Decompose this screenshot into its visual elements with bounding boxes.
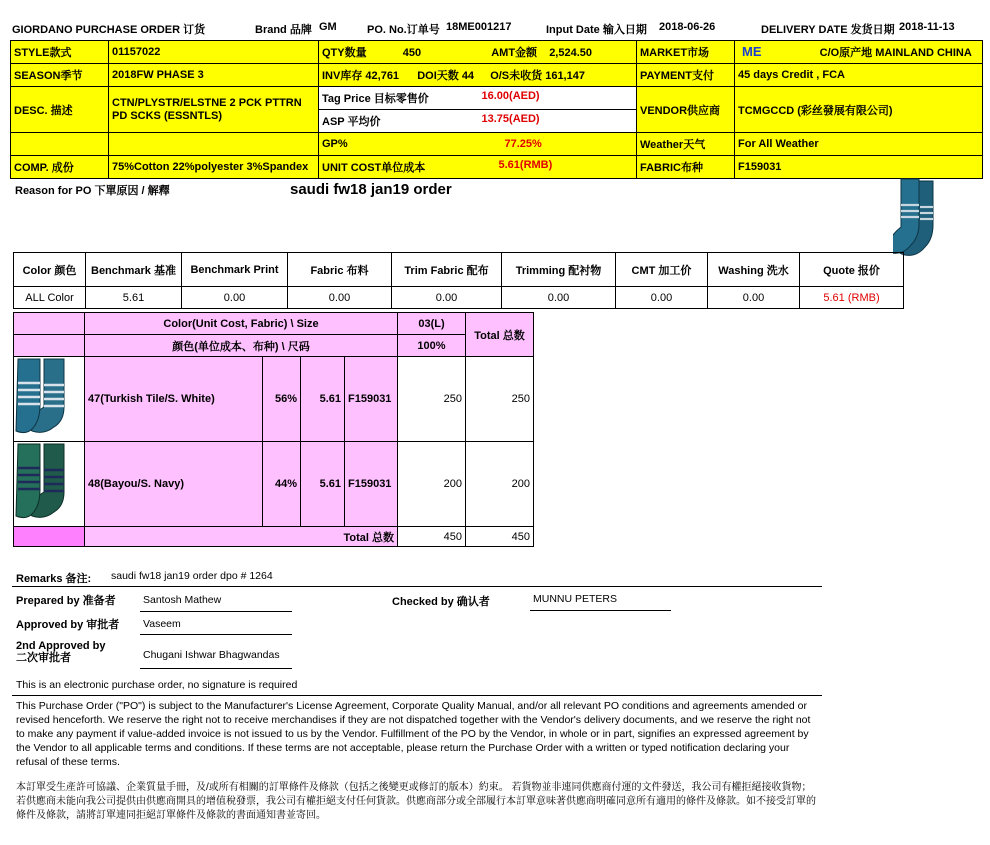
desc-value: CTN/PLYSTR/ELSTNE 2 PCK PTTRN PD SCKS (ESSNTLS) — [109, 87, 319, 133]
input-date-label: Input Date 输入日期 — [546, 24, 647, 36]
size-header-cn: 颜色(单位成本、布种) \ 尺码 — [85, 335, 398, 357]
divider — [12, 695, 822, 696]
sock-product-image — [893, 177, 947, 263]
row-quantity: 200 — [398, 442, 466, 527]
cost-header-fabric: Fabric 布料 — [288, 253, 392, 287]
vendor-label: VENDOR供应商 — [637, 87, 735, 133]
remarks-value: saudi fw18 jan19 order dpo # 1264 — [111, 570, 273, 582]
season-value: 2018FW PHASE 3 — [109, 64, 319, 87]
row-unit-cost: 5.61 — [301, 357, 345, 442]
size-label: 03(L) — [398, 313, 466, 335]
cost-value-benchmark-print: 0.00 — [182, 287, 288, 309]
table-row — [14, 442, 534, 527]
second-approved-label-en: 2nd Approved by — [16, 640, 106, 652]
os-value: 161,147 — [545, 70, 585, 82]
total-row-label: Total 总数 — [85, 527, 398, 547]
row-fabric: F159031 — [345, 442, 398, 527]
signature-line — [140, 668, 292, 669]
weather-label: Weather天气 — [637, 133, 735, 156]
blank-cell — [14, 335, 85, 357]
terms-chinese: 本訂單受生產許可協議、企業質量手冊，及/或所有相關的訂單條件及條款（包括之後變更或修訂的版本）約束。 若貨物並非連同供應商付運的文件發送，我公司有權拒絕接收貨物；若供應商未能向我公司提供由供應商開具的增值稅發票，我公司有權拒絕支付任何貨款。供應商部分或全部履行本訂單意味著供應商明確同意所有適用的條件及條款。如不接受訂單的條件及條款，請將訂單連同拒絕訂單條件及條款的書面通知書並寄回。 — [16, 782, 816, 821]
cost-header-color: Color 颜色 — [14, 253, 86, 287]
po-value: 18ME001217 — [446, 21, 512, 33]
payment-value: 45 days Credit , FCA — [735, 64, 983, 87]
doi-label: DOI天数 — [417, 70, 459, 82]
cost-header-benchmark-print: Benchmark Print — [182, 253, 288, 287]
cost-value-washing: 0.00 — [708, 287, 800, 309]
delivery-date-label: DELIVERY DATE 发货日期 — [761, 24, 895, 36]
divider — [12, 586, 822, 587]
row-quantity: 250 — [398, 357, 466, 442]
gp-cell — [319, 133, 637, 156]
row-unit-cost: 5.61 — [301, 442, 345, 527]
sock-image-bayou — [14, 442, 84, 523]
amt-value: 2,524.50 — [549, 47, 593, 59]
tag-price-label: Tag Price 目标零售价 — [322, 93, 429, 105]
asp-value: 13.75(AED) — [481, 113, 540, 125]
row-percent: 56% — [263, 357, 301, 442]
market-origin-cell — [735, 41, 983, 64]
row-color-name: 48(Bayou/S. Navy) — [85, 442, 263, 527]
table-row — [14, 357, 534, 442]
approved-by-label: Approved by 审批者 — [16, 619, 120, 631]
row-color-name: 47(Turkish Tile/S. White) — [85, 357, 263, 442]
market-label: MARKET市场 — [637, 41, 735, 64]
checked-by-label: Checked by 确认者 — [392, 596, 490, 608]
market-value: ME — [742, 44, 762, 59]
fabric-value: F159031 — [735, 156, 983, 179]
cost-value-fabric: 0.00 — [288, 287, 392, 309]
prepared-by-label: Prepared by 准备者 — [16, 595, 116, 607]
signature-line — [530, 610, 671, 611]
row-fabric: F159031 — [345, 357, 398, 442]
cost-value-cmt: 0.00 — [616, 287, 708, 309]
cost-header-washing: Washing 洗水 — [708, 253, 800, 287]
qty-label: QTY数量 — [322, 47, 367, 59]
blank-cell — [14, 313, 85, 335]
blank-cell — [14, 527, 85, 547]
unit-cost-label: UNIT COST单位成本 — [322, 162, 426, 174]
reason-value: saudi fw18 jan19 order — [290, 181, 452, 198]
blank-cell — [11, 133, 109, 156]
style-value: 01157022 — [109, 41, 319, 64]
po-label: PO. No.订单号 — [367, 24, 440, 36]
row-total: 200 — [466, 442, 534, 527]
row-percent: 44% — [263, 442, 301, 527]
payment-label: PAYMENT支付 — [637, 64, 735, 87]
grand-total: 450 — [466, 527, 534, 547]
qty-amt-cell — [319, 41, 637, 64]
signature-line — [140, 634, 292, 635]
second-approved-label — [16, 640, 105, 664]
os-label: O/S未收货 — [490, 70, 543, 82]
size-breakdown-table — [13, 312, 534, 547]
origin-value: MAINLAND CHINA — [875, 47, 972, 59]
tag-price-cell — [319, 87, 637, 110]
inventory-cell — [319, 64, 637, 87]
brand-label: Brand 品牌 — [255, 24, 312, 36]
cost-value-trimming: 0.00 — [502, 287, 616, 309]
total-quantity: 450 — [398, 527, 466, 547]
doi-value: 44 — [461, 70, 475, 82]
asp-label: ASP 平均价 — [322, 116, 381, 128]
approved-by-value: Vaseem — [143, 618, 181, 630]
gp-label: GP% — [322, 138, 348, 150]
weather-value: For All Weather — [735, 133, 983, 156]
cost-header-benchmark: Benchmark 基准 — [86, 253, 182, 287]
total-header: Total 总数 — [466, 313, 534, 357]
gp-value: 77.25% — [504, 138, 542, 150]
origin-label: C/O原产地 — [819, 47, 873, 59]
amt-label: AMT金额 — [491, 47, 538, 59]
inv-value: 42,761 — [365, 70, 400, 82]
sock-image-turkish-tile — [14, 357, 84, 438]
brand-value: GM — [319, 21, 337, 33]
delivery-date-value: 2018-11-13 — [899, 21, 955, 33]
cost-header-cmt: CMT 加工价 — [616, 253, 708, 287]
size-header-en: Color(Unit Cost, Fabric) \ Size — [85, 313, 398, 335]
unit-cost-cell — [319, 156, 637, 179]
po-header-table — [10, 40, 983, 179]
terms-english: This Purchase Order ("PO") is subject to the Manufacturer's License Agreement, Corporate Quality Manual, and/or all relevant PO conditions and agreements amended or revised henceforth. We reserve the right not to receive merchandises if they are not dispatched together with the Vendor's delivery documents, and we reserve the right not to make any payment if value-added invoice is not issued to us by the Vendor. Fulfillment of the PO by the Vendor, in whole or in part, signifies an expressed agreement by the Vendor to all applicable terms and conditions. If these terms are not acceptable, please return the Purchase Order with a written or typed notification declaring your refusal of these terms. — [16, 700, 811, 768]
checked-by-value: MUNNU PETERS — [533, 593, 618, 605]
cost-header-trim-fabric: Trim Fabric 配布 — [392, 253, 502, 287]
input-date-value: 2018-06-26 — [659, 21, 716, 33]
cost-value-color: ALL Color — [14, 287, 86, 309]
cost-value-trim-fabric: 0.00 — [392, 287, 502, 309]
blank-cell — [109, 133, 319, 156]
inv-label: INV库存 — [322, 70, 363, 82]
color-swatch-cell — [14, 357, 85, 442]
remarks-label: Remarks 备注: — [16, 573, 92, 585]
composition-label: COMP. 成份 — [11, 156, 109, 179]
cost-breakdown-table — [13, 252, 904, 309]
cost-header-trimming: Trimming 配衬物 — [502, 253, 616, 287]
cost-value-quote: 5.61 (RMB) — [800, 287, 904, 309]
desc-label: DESC. 描述 — [11, 87, 109, 133]
second-approved-label-cn: 二次审批者 — [16, 652, 71, 664]
composition-value: 75%Cotton 22%polyester 3%Spandex — [109, 156, 319, 179]
po-title: GIORDANO PURCHASE ORDER 订货 — [12, 24, 206, 36]
size-percent: 100% — [398, 335, 466, 357]
unit-cost-value: 5.61(RMB) — [498, 159, 553, 171]
style-label: STYLE款式 — [11, 41, 109, 64]
season-label: SEASON季节 — [11, 64, 109, 87]
asp-cell — [319, 110, 637, 133]
cost-value-benchmark: 5.61 — [86, 287, 182, 309]
prepared-by-value: Santosh Mathew — [143, 594, 222, 606]
cost-header-quote: Quote 报价 — [800, 253, 904, 287]
electronic-notice: This is an electronic purchase order, no signature is required — [16, 679, 298, 691]
row-total: 250 — [466, 357, 534, 442]
color-swatch-cell — [14, 442, 85, 527]
signature-line — [140, 611, 292, 612]
vendor-value: TCMGCCD (彩丝發展有限公司) — [735, 87, 983, 133]
qty-value: 450 — [402, 47, 422, 59]
reason-label: Reason for PO 下單原因 / 解釋 — [15, 185, 170, 197]
fabric-label: FABRIC布种 — [637, 156, 735, 179]
second-approved-value: Chugani Ishwar Bhagwandas — [143, 649, 280, 661]
tag-price-value: 16.00(AED) — [481, 90, 540, 102]
